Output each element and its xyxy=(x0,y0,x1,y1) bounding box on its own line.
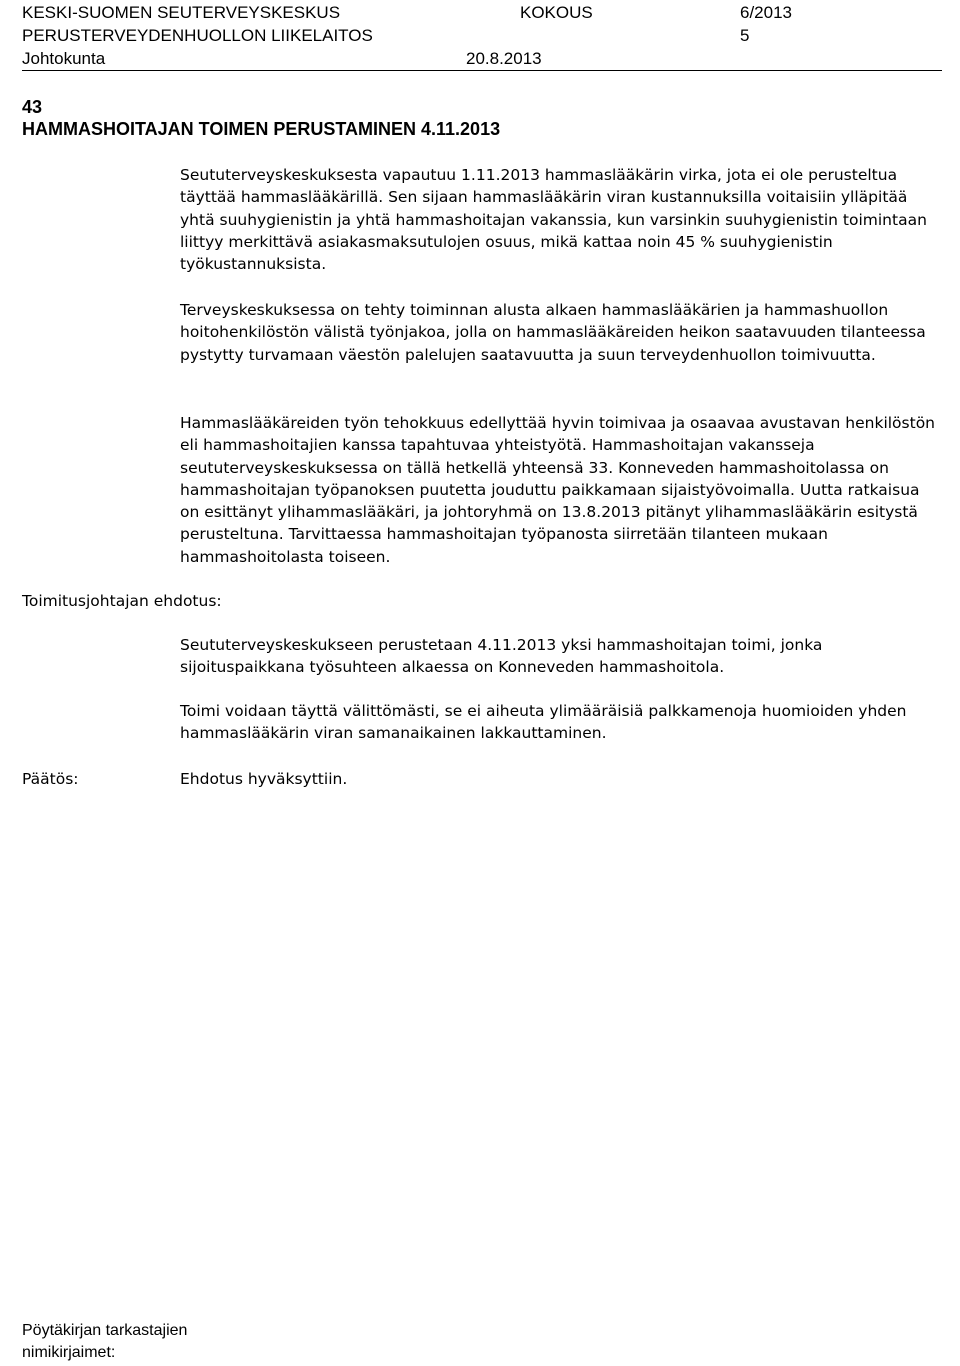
decision-text: Ehdotus hyväksyttiin. xyxy=(180,770,348,788)
footer-line-1: Pöytäkirjan tarkastajien xyxy=(22,1322,188,1339)
proposal-paragraph-1: Seututerveyskeskukseen perustetaan 4.11.2013 yksi hammashoitajan toimi, jonka sijoituspaikkana työsuhteen alkaessa on Konneveden hammashoitola. xyxy=(180,636,823,677)
proposal-label: Toimitusjohtajan ehdotus: xyxy=(22,592,222,610)
header-body: Johtokunta xyxy=(22,49,106,68)
header-rule xyxy=(22,70,942,71)
section-title: HAMMASHOITAJAN TOIMEN PERUSTAMINEN 4.11.2013 xyxy=(22,119,501,139)
body-paragraph-2: Terveyskeskuksessa on tehty toiminnan alusta alkaen hammaslääkärien ja hammashuollon hoitohenkilöstön välistä työnjakoa, jolla on hammaslääkäreiden heikon saatavuuden tilanteessa pystytty turvamaan väestön palelujen saatavuutta ja suun terveydenhuollon toimivuutta. xyxy=(180,301,926,364)
footer-line-2: nimikirjaimet: xyxy=(22,1344,116,1361)
header-page-number: 5 xyxy=(740,26,750,45)
header-org: KESKI-SUOMEN SEUTERVEYSKESKUS xyxy=(22,3,341,22)
body-paragraph-3: Hammaslääkäreiden työn tehokkuus edellyttää hyvin toimivaa ja osaavaa avustavan henkilöstön eli hammashoitajien kanssa tapahtuvaa yhteistyötä. Hammashoitajan vakansseja seututerveyskeskuksessa on tällä hetkellä yhteensä 33. Konneveden hammashoitolassa on hammashoitajan työpanoksen puutetta jouduttu paikkamaan sijaistyövoimalla. Uutta ratkaisua on esittänyt ylihammaslääkäri, ja johtoryhmä on 13.8.2013 pitänyt ylihammaslääkärin esitystä perusteltuna. Tarvittaessa hammashoitajan työpanosta siirretään tilanteen mukaan hammashoitolasta toiseen. xyxy=(180,414,935,566)
header-meeting-label: KOKOUS xyxy=(520,3,593,22)
header-date: 20.8.2013 xyxy=(466,49,542,68)
section-number: 43 xyxy=(22,97,43,117)
decision-label: Päätös: xyxy=(22,770,79,788)
body-paragraph-1: Seututerveyskeskuksesta vapautuu 1.11.2013 hammaslääkärin virka, jota ei ole perusteltua täyttää hammaslääkärillä. Sen sijaan hammaslääkärin viran kustannuksilla voitaisiin ylläpitää yhtä suuhygienistin ja yhtä hammashoitajan vakanssia, kun varsinkin suuhygienistin toimintaan liittyy merkittävä asiakasmaksutulojen osuus, mikä kattaa noin 45 % suuhygienistin työkustannuksista. xyxy=(180,166,927,274)
proposal-paragraph-2: Toimi voidaan täyttä välittömästi, se ei aiheuta ylimääräisiä palkkamenoja huomioiden yhden hammaslääkärin viran samanaikainen lakkauttaminen. xyxy=(180,702,907,743)
header-meeting-number: 6/2013 xyxy=(740,3,792,22)
header-unit: PERUSTERVEYDENHUOLLON LIIKELAITOS xyxy=(22,26,373,45)
